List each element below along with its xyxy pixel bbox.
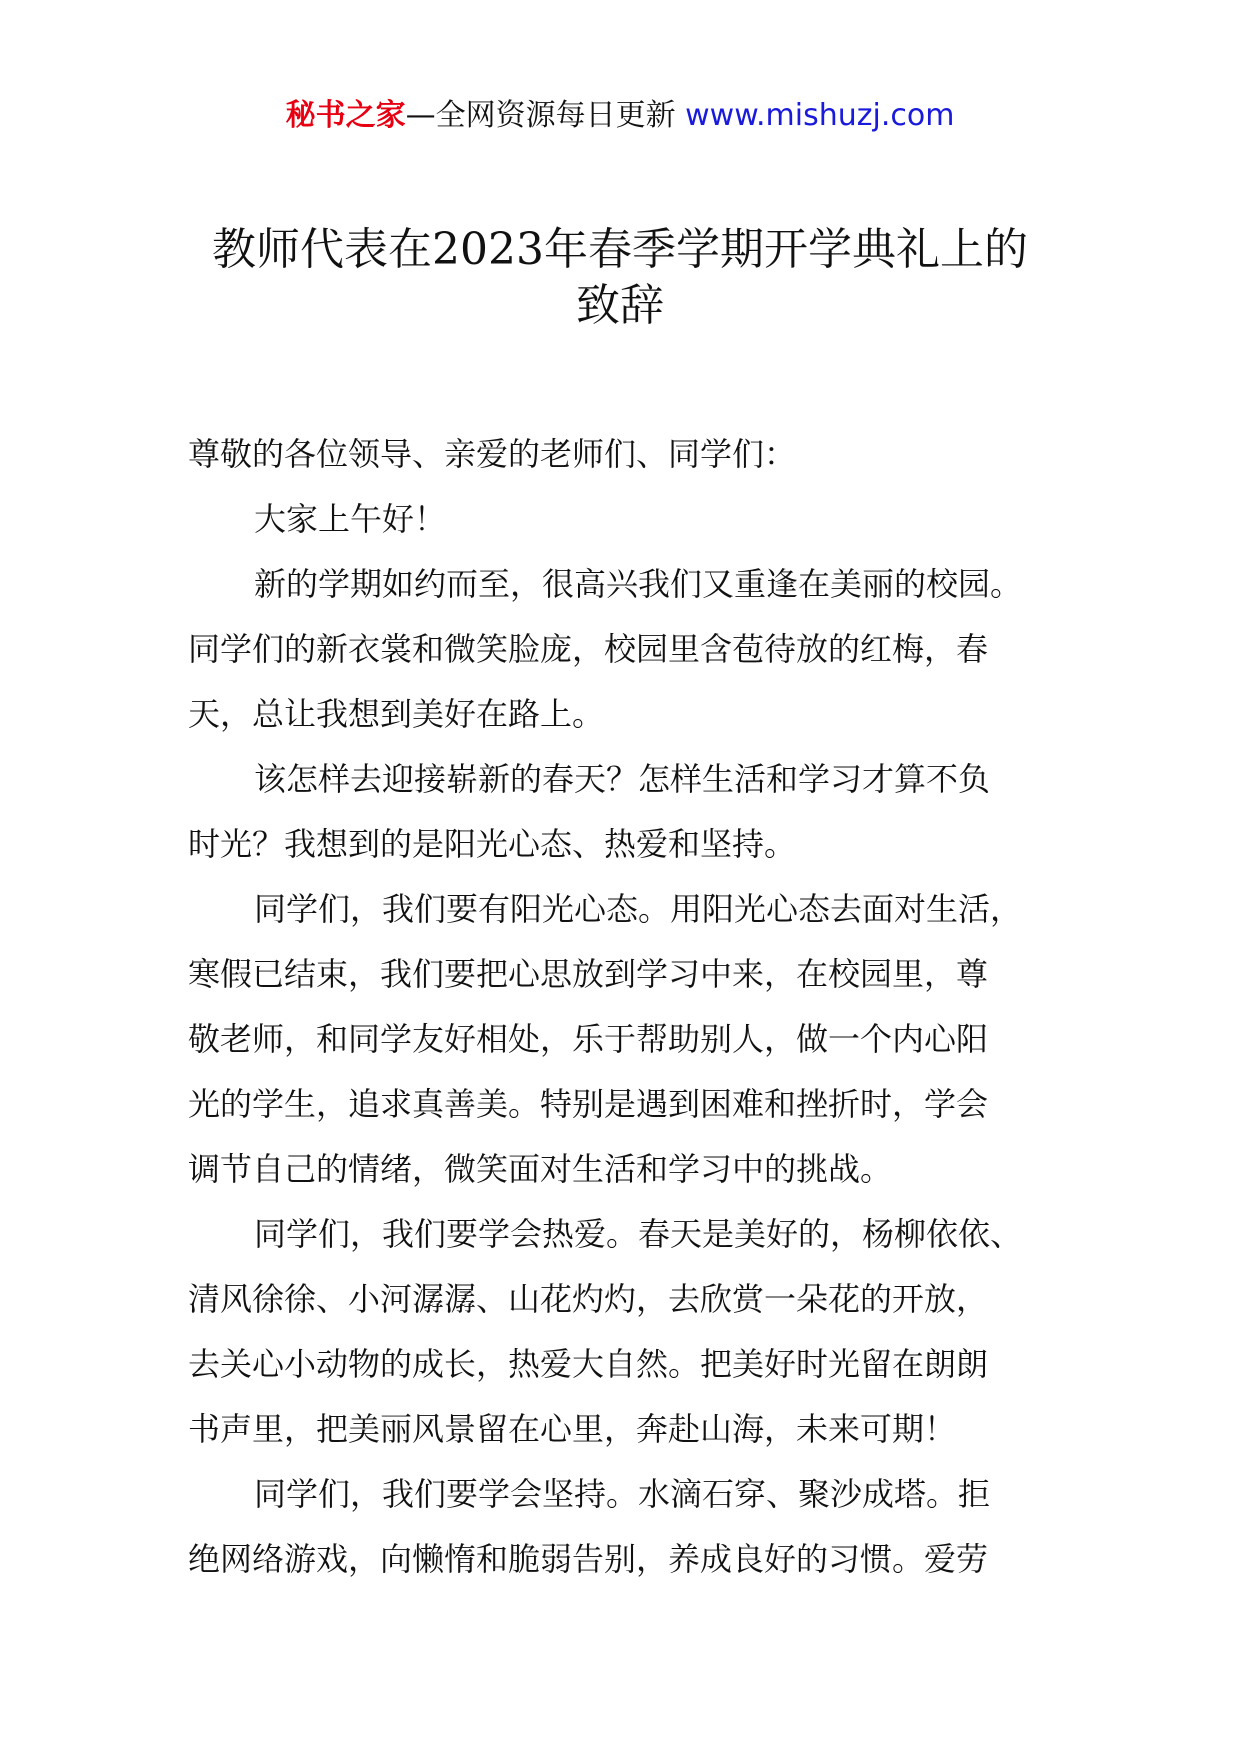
body-line: 新的学期如约而至，很高兴我们又重逢在美丽的校园。: [254, 565, 1023, 603]
body-line: 时光？我想到的是阳光心态、热爱和坚持。: [188, 825, 797, 863]
site-header: [0, 96, 1240, 136]
body-line: 同学们的新衣裳和微笑脸庞，校园里含苞待放的红梅，春: [188, 630, 989, 668]
body-line: 同学们，我们要学会热爱。春天是美好的，杨柳依依、: [254, 1215, 1023, 1253]
body-line: 敬老师，和同学友好相处，乐于帮助别人，做一个内心阳: [188, 1020, 989, 1058]
body-line: 调节自己的情绪，微笑面对生活和学习中的挑战。: [188, 1150, 893, 1188]
header-slogan: —全网资源每日更新: [405, 98, 686, 133]
title-line-1: 教师代表在2023年春季学期开学典礼上的: [212, 224, 1028, 275]
body-line: 光的学生，追求真善美。特别是遇到困难和挫折时，学会: [188, 1085, 989, 1123]
body-line: 书声里，把美丽风景留在心里，奔赴山海，未来可期！: [188, 1410, 957, 1448]
brand-name: 秘书之家: [285, 98, 406, 133]
greeting-line: 大家上午好！: [254, 500, 447, 538]
document-body: [188, 422, 1088, 1592]
body-line: 该怎样去迎接崭新的春天？怎样生活和学习才算不负: [254, 760, 991, 798]
body-line: 去关心小动物的成长，热爱大自然。把美好时光留在朗朗: [188, 1345, 989, 1383]
body-line: 清风徐徐、小河潺潺、山花灼灼，去欣赏一朵花的开放，: [188, 1280, 989, 1318]
document-title: [190, 222, 1050, 334]
body-line: 同学们，我们要有阳光心态。用阳光心态去面对生活，: [254, 890, 1023, 928]
body-line: 同学们，我们要学会坚持。水滴石穿、聚沙成塔。拒: [254, 1475, 991, 1513]
body-line: 绝网络游戏，向懒惰和脆弱告别，养成良好的习惯。爱劳: [188, 1540, 989, 1578]
body-line: 寒假已结束，我们要把心思放到学习中来，在校园里，尊: [188, 955, 989, 993]
salutation: 尊敬的各位领导、亲爱的老师们、同学们：: [188, 435, 797, 473]
site-url-link[interactable]: www.mishuzj.com: [685, 98, 955, 133]
body-line: 天，总让我想到美好在路上。: [188, 695, 605, 733]
title-line-2: 致辞: [576, 280, 664, 331]
